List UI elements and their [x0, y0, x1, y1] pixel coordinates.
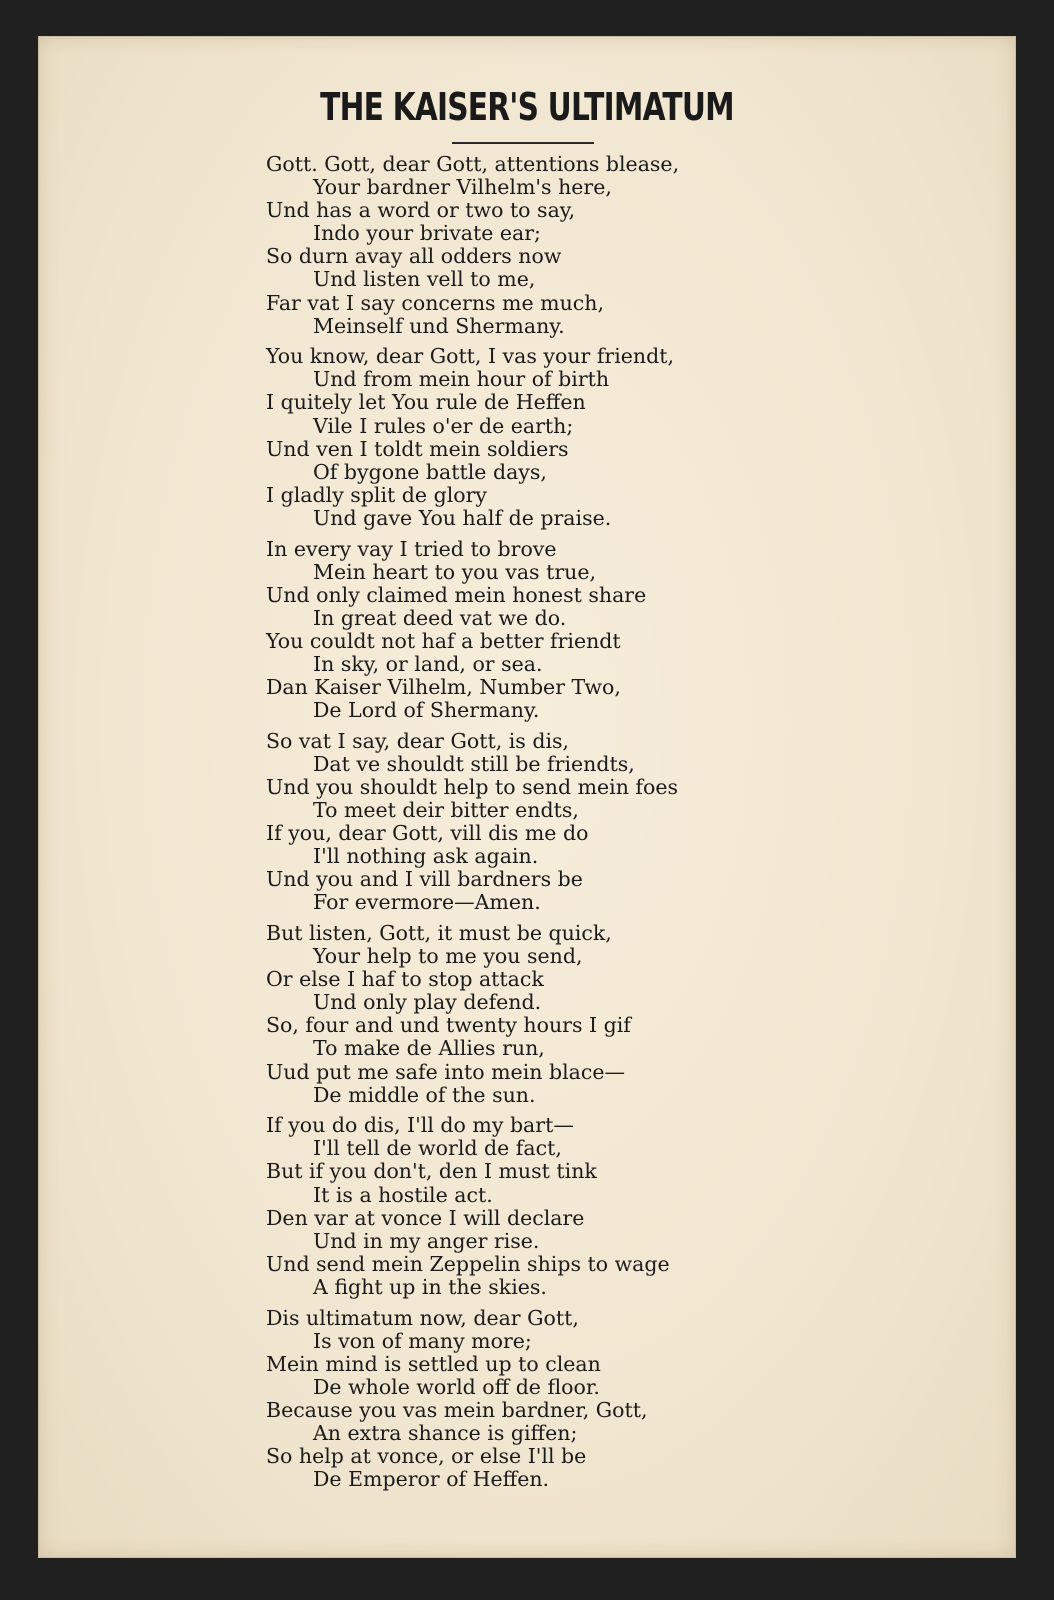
poem-body [266, 153, 826, 1499]
poem-line: In sky, or land, or sea. [313, 651, 543, 676]
poem-line: Und you shouldt help to send mein foes [266, 774, 679, 799]
poem-line: I'll nothing ask again. [313, 844, 539, 869]
poem-line: Far vat I say concerns me much, [266, 290, 604, 315]
poem-line: I gladly split de glory [266, 482, 487, 507]
poem-line: But if you don't, den I must tink [266, 1159, 597, 1184]
poem-line: You know, dear Gott, I vas your friendt, [266, 344, 674, 369]
poem-line: Vile I rules o'er de earth; [313, 413, 574, 438]
poem-title: THE KAISER'S ULTIMATUM [320, 85, 734, 129]
poem-line: An extra shance is giffen; [313, 1420, 578, 1445]
poem-line: Of bygone battle days, [313, 459, 547, 484]
poem-line: Den var at vonce I will declare [266, 1205, 585, 1230]
poem-line: Uud put me safe into mein blace— [266, 1059, 625, 1084]
poem-line: To make de Allies run, [313, 1036, 545, 1061]
poem-line: Gott. Gott, dear Gott, attentions blease, [266, 152, 680, 176]
poem-line: Und only claimed mein honest share [266, 582, 647, 607]
poem-line: Dis ultimatum now, dear Gott, [266, 1305, 579, 1330]
poem-line: Und in my anger rise. [313, 1228, 540, 1253]
poem-line: De Emperor of Heffen. [313, 1467, 550, 1492]
poem-line: Dat ve shouldt still be friendts, [313, 751, 635, 776]
poem-line: I quitely let You rule de Heffen [266, 390, 586, 415]
poem-line: To meet deir bitter endts, [313, 798, 579, 823]
poem-line: Or else I haf to stop attack [266, 967, 544, 992]
poem-line: Dan Kaiser Vilhelm, Number Two, [266, 675, 621, 700]
poem-line: So, four and und twenty hours I gif [266, 1013, 631, 1038]
poem-line: You couldt not haf a better friendt [266, 628, 621, 653]
poem-line: If you do dis, I'll do my bart— [266, 1113, 574, 1138]
poem-line: Indo your brivate ear; [313, 221, 541, 246]
poem-line: So vat I say, dear Gott, is dis, [266, 728, 570, 753]
poem-line: So durn avay all odders now [266, 244, 562, 269]
poem-line: If you, dear Gott, vill dis me do [266, 821, 589, 846]
poem-line: Mein mind is settled up to clean [266, 1351, 601, 1376]
poem-line: A fight up in the skies. [313, 1274, 547, 1299]
poem-line: In every vay I tried to brove [266, 536, 557, 561]
poem-line: In great deed vat we do. [313, 605, 567, 630]
poem-line: Your help to me you send, [313, 944, 583, 969]
poem-line: Und you and I vill bardners be [266, 867, 583, 892]
stanza [266, 1114, 826, 1299]
poem-line: Und only play defend. [313, 990, 542, 1015]
poem-line: I'll tell de world de fact, [313, 1136, 562, 1161]
poem-line: Because you vas mein bardner, Gott, [266, 1397, 648, 1422]
poem-line: De whole world off de floor. [313, 1374, 600, 1399]
title-underline [452, 142, 594, 144]
stanza [266, 922, 826, 1107]
stanza [266, 538, 826, 723]
poem-line: Und send mein Zeppelin ships to wage [266, 1251, 670, 1276]
poem-line: De middle of the sun. [313, 1082, 536, 1107]
stanza [266, 153, 826, 338]
poem-line: So help at vonce, or else I'll be [266, 1444, 587, 1469]
poem-line: Your bardner Vilhelm's here, [313, 175, 612, 200]
poem-line: Mein heart to you vas true, [313, 559, 596, 584]
stanza [266, 730, 826, 915]
poem-line: Und gave You half de praise. [313, 505, 612, 530]
stanza [266, 345, 826, 530]
poem-line: But listen, Gott, it must be quick, [266, 921, 612, 945]
poem-line: Meinself und Shermany. [313, 313, 565, 338]
poem-line: It is a hostile act. [313, 1182, 493, 1207]
poem-line: De Lord of Shermany. [313, 698, 540, 723]
stanza [266, 1307, 826, 1492]
poem-line: Und ven I toldt mein soldiers [266, 436, 569, 461]
postcard [38, 36, 1016, 1558]
poem-line: Und listen vell to me, [313, 267, 536, 292]
poem-line: Und has a word or two to say, [266, 198, 576, 223]
poem-line: Und from mein hour of birth [313, 367, 610, 392]
poem-line: For evermore—Amen. [313, 890, 541, 915]
poem-line: Is von of many more; [313, 1328, 532, 1353]
